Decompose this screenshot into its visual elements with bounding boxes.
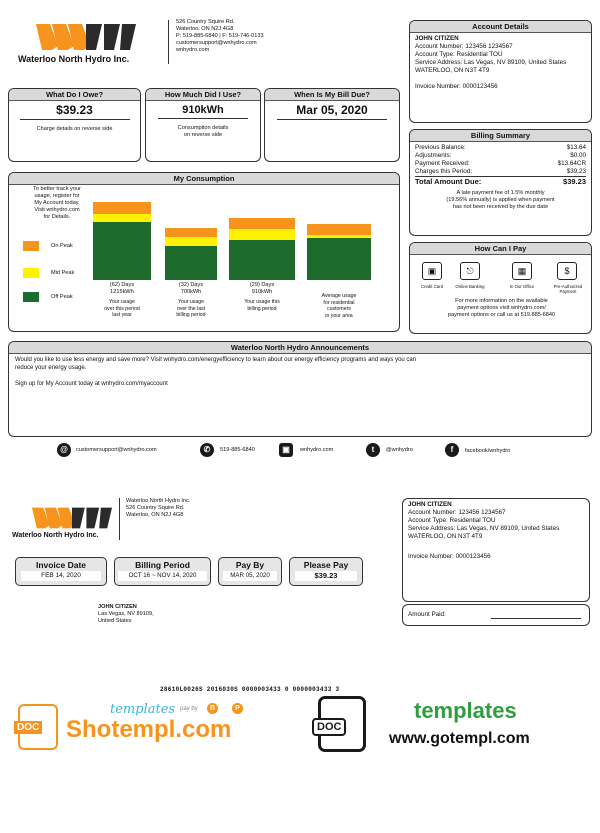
bar-segment-on-peak <box>307 224 371 235</box>
contact-web: wnhydro.com <box>300 447 334 453</box>
invoice-date-value: FEB 14, 2020 <box>21 571 101 581</box>
stub-account-type: Account Type: Residential TOU <box>408 517 496 524</box>
bar-segment-mid-peak <box>165 237 217 245</box>
due-box <box>264 88 400 162</box>
online-banking-icon: ⎋ <box>460 262 480 280</box>
consumption-intro-line: for Details. <box>43 214 71 220</box>
billing-summary-box <box>409 129 592 236</box>
pay-by-label: Pay By <box>235 560 265 570</box>
service-address: Service Address: Las Vegas, NV 89109, United States <box>415 59 567 66</box>
stub-company-name: Waterloo North Hydro Inc. <box>12 532 99 539</box>
consumption-bar <box>229 218 295 280</box>
billing-row <box>415 160 586 168</box>
billing-row-value: $39.23 <box>566 168 586 175</box>
amount-paid-field[interactable] <box>491 618 581 619</box>
account-details-header: Account Details <box>410 21 591 33</box>
twitter-icon: t <box>366 443 380 457</box>
phone-fax: P: 519-885-6840 | F: 519-746-0133 <box>176 33 264 39</box>
usage-header: How Much Did I Use? <box>146 89 260 101</box>
late-fee-note: A late payment fee of 1.5% monthly <box>456 190 545 196</box>
consumption-intro-line: usage, register for <box>34 193 80 199</box>
barcode-text: 28610L0026S 2016030S 0000003433 0 0000003433 3 <box>160 686 340 693</box>
stub-logo <box>12 506 122 542</box>
stub-account-number: Account Number: 123456 1234567 <box>408 509 506 516</box>
total-label: Total Amount Due: <box>415 177 482 186</box>
bar-description: in your area <box>325 312 353 319</box>
stub-invoice-number: Invoice Number: 0000123456 <box>408 553 491 560</box>
billing-row <box>415 144 586 152</box>
bar-label: (29) Days <box>249 282 275 288</box>
watermark-templates-small: templates <box>110 702 176 717</box>
office-icon: ▦ <box>512 262 532 280</box>
bar-label: (62) Days <box>109 282 135 288</box>
consumption-intro-line: To better track your <box>33 186 81 192</box>
pay-box <box>409 242 592 334</box>
bar-segment-on-peak <box>229 218 295 229</box>
pay-method-label: Credit Card <box>421 284 443 289</box>
consumption-bar <box>307 224 371 280</box>
invoice-date-box <box>15 557 107 586</box>
usage-box <box>145 88 261 162</box>
consumption-bar <box>93 202 151 280</box>
announcement-text: Sign up for My Account today at wnhydro.com/myaccount <box>15 381 168 387</box>
bar-segment-off-peak <box>93 222 151 280</box>
total-row <box>415 176 586 187</box>
contact-twitter: @wnhydro <box>386 447 413 453</box>
doc-file-icon-left <box>18 704 58 750</box>
bar-description: customers <box>327 306 351 312</box>
company-logo <box>18 22 158 62</box>
website-text: wnhydro.com <box>176 47 210 53</box>
account-number: Account Number: 123456 1234567 <box>415 43 513 50</box>
please-pay-label: Please Pay <box>303 560 349 570</box>
bar-label: 1215kWh <box>110 289 134 295</box>
bar-segment-off-peak <box>165 246 217 280</box>
bar-description: Your usage <box>108 299 136 305</box>
watermark-url: www.gotempl.com <box>389 730 530 747</box>
consumption-intro-line: My Account today. <box>34 200 80 206</box>
stub-account-box <box>402 498 590 602</box>
contact-email: customersupport@wnhydro.com <box>76 447 157 453</box>
legend-off-peak: Off Peak <box>51 294 73 300</box>
email-icon: @ <box>57 443 71 457</box>
bar-description: billing period <box>247 305 277 312</box>
pay-method-label: Pre-Authorized Payment <box>553 284 583 294</box>
account-type: Account Type: Residential TOU <box>415 51 503 58</box>
bar-description: for residential <box>323 299 355 306</box>
pre-authorized-icon: $ <box>557 262 577 280</box>
stub-service-address: Service Address: Las Vegas, NV 89109, United States <box>408 525 560 532</box>
billing-row-value: $13.64 <box>566 144 586 151</box>
stub-address: Waterloo, ON N2J 4G8 <box>126 512 184 518</box>
due-value: Mar 05, 2020 <box>296 103 368 117</box>
billing-row-label: Previous Balance: <box>415 144 466 151</box>
pay-by-value: MAR 05, 2020 <box>223 571 277 581</box>
bar-segment-off-peak <box>229 240 295 280</box>
usage-note: Consumption details <box>177 125 229 131</box>
watermark-pay-by: pay by <box>180 706 198 712</box>
pay-method-label: In Our Office <box>509 284 535 289</box>
email-text: customersupport@wnhydro.com <box>176 40 257 46</box>
billing-row <box>415 152 586 160</box>
announcement-text: Would you like to use less energy and save more? Visit wnhydro.com/energyefficiency to learn about our energy efficiency programs and ways you can <box>15 357 417 363</box>
bitcoin-icon: B <box>207 703 218 714</box>
bar-segment-mid-peak <box>93 214 151 223</box>
bar-description: over this period <box>104 305 140 312</box>
company-address <box>176 19 326 54</box>
company-name: Waterloo North Hydro Inc. <box>18 54 130 64</box>
invoice-date-label: Invoice Date <box>35 560 87 570</box>
billing-row-value: $13.64CR <box>557 160 586 167</box>
address-line: 526 Country Squire Rd. <box>176 19 235 25</box>
address-line: Waterloo, ON N2J 4G8 <box>176 26 234 32</box>
owe-note: Charge details on reverse side <box>36 126 113 132</box>
pay-method-label: Online Banking <box>455 284 485 289</box>
announcements-box <box>8 341 592 437</box>
billing-period-value: OCT 16 ~ NOV 14, 2020 <box>118 571 207 581</box>
doc-label: DOC <box>312 718 346 736</box>
phone-icon: ✆ <box>200 443 214 457</box>
service-city: WATERLOO, ON N3T 4T9 <box>415 67 490 74</box>
pay-by-box <box>218 557 282 586</box>
bar-label: 700kWh <box>180 289 202 295</box>
late-fee-note: has not been received by the due date <box>452 204 549 210</box>
invoice-number: Invoice Number: 0000123456 <box>415 83 498 90</box>
legend-on-peak: On Peak <box>51 243 73 249</box>
consumption-header: My Consumption <box>9 173 399 185</box>
billing-summary-header: Billing Summary <box>410 130 591 142</box>
bar-segment-mid-peak <box>229 229 295 240</box>
stub-account-name: JOHN CITIZEN <box>408 501 452 508</box>
billing-row-label: Payment Received: <box>415 160 470 167</box>
mailing-address: United States <box>98 618 132 624</box>
watermark-templates: templates <box>414 698 517 723</box>
bar-description: last year <box>112 312 132 318</box>
pay-info: payment options visit wnhydro.com/ <box>457 305 546 311</box>
consumption-bar <box>165 228 217 280</box>
legend-mid-peak: Mid Peak <box>51 270 75 276</box>
mailing-address: Las Vegas, NV 89109, <box>98 611 154 617</box>
bar-description: Your usage <box>177 299 205 305</box>
billing-row-label: Charges this Period: <box>415 168 473 175</box>
announcements-header: Waterloo North Hydro Announcements <box>9 342 591 354</box>
doc-label: DOC <box>14 721 42 734</box>
contact-facebook: facebook/wnhydro <box>465 448 511 454</box>
doc-file-icon-right <box>318 696 366 752</box>
watermark-shotempl: Shotempl.com <box>66 716 232 743</box>
contact-phone: 519-885-6840 <box>220 447 255 453</box>
bar-description: billing period <box>176 312 206 318</box>
billing-period-box <box>114 557 211 586</box>
amount-paid-box <box>402 604 590 626</box>
paypal-icon: P <box>232 703 243 714</box>
credit-card-icon: ▣ <box>422 262 442 280</box>
total-value: $39.23 <box>563 177 586 186</box>
pay-info: payment options or call us at 519.885-6840 <box>447 312 556 318</box>
stub-address: 526 Country Squire Rd. <box>126 505 185 511</box>
billing-row <box>415 168 586 176</box>
amount-paid-label: Amount Paid: <box>408 611 446 618</box>
stub-service-city: WATERLOO, ON N3T 4T9 <box>408 533 483 540</box>
due-header: When Is My Bill Due? <box>265 89 399 101</box>
usage-note: on reverse side <box>183 132 223 138</box>
billing-period-label: Billing Period <box>135 560 190 570</box>
usage-value: 910kWh <box>182 104 224 116</box>
bar-description: over the last <box>176 305 206 312</box>
please-pay-value: $39.23 <box>295 571 357 581</box>
bar-segment-on-peak <box>93 202 151 214</box>
bar-label: 910kWh <box>251 289 273 295</box>
please-pay-box <box>289 557 363 586</box>
facebook-icon: f <box>445 443 459 457</box>
mailing-name: JOHN CITIZEN <box>98 604 137 610</box>
bar-label: (32) Days <box>178 282 204 288</box>
bar-description: Average usage <box>321 293 357 299</box>
billing-row-label: Adjustments: <box>415 152 452 159</box>
bar-description: Your usage this <box>244 299 280 305</box>
consumption-box <box>8 172 400 332</box>
owe-header: What Do I Owe? <box>9 89 140 101</box>
bar-segment-off-peak <box>307 238 371 280</box>
billing-row-value: $0.00 <box>570 152 586 159</box>
late-fee-note: (19.56% annually) is applied when payment <box>446 197 555 203</box>
computer-icon: ▣ <box>279 443 293 457</box>
account-details-box <box>409 20 592 123</box>
pay-info: For more information on the available <box>455 298 548 304</box>
consumption-intro-line: Visit wnhydro.com <box>34 207 80 213</box>
announcement-text: reduce your energy usage. <box>15 365 87 371</box>
owe-box <box>8 88 141 162</box>
pay-header: How Can I Pay <box>410 243 591 255</box>
stub-company: Waterloo North Hydro Inc. <box>126 498 191 504</box>
account-name: JOHN CITIZEN <box>415 35 459 42</box>
owe-value: $39.23 <box>56 103 93 117</box>
bar-segment-on-peak <box>165 228 217 237</box>
